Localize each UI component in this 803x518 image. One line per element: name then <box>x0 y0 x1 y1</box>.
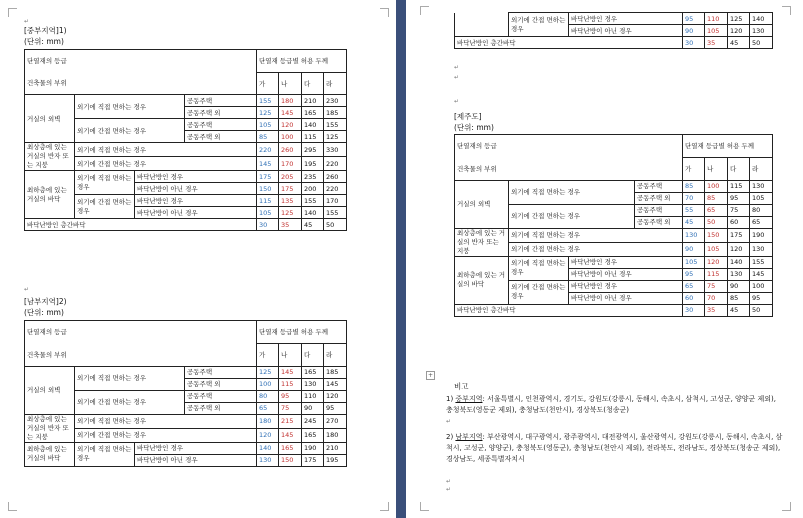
value-cell: 130 <box>683 228 705 242</box>
floor-heating-cell: 바닥난방인 경우 <box>569 13 683 25</box>
lowest-floor-cell: 최하층에 있는 거실의 바닥 <box>455 256 509 304</box>
floor-heating-cell: 바닥난방인 경우 <box>135 442 257 454</box>
value-cell: 120 <box>705 256 728 268</box>
value-cell: 45 <box>683 216 705 228</box>
value-cell: 260 <box>324 171 347 183</box>
value-cell: 110 <box>302 390 324 402</box>
paragraph-mark: ↵ <box>454 74 460 81</box>
value-cell: 140 <box>302 119 324 131</box>
apartment-cell: 공동주택 <box>635 180 683 192</box>
direct-exposed-cell: 외기에 직접 면하는 경우 <box>75 442 135 466</box>
region-heading-jeju[interactable]: [제주도] <box>454 112 482 121</box>
value-cell: 175 <box>728 228 750 242</box>
value-cell: 155 <box>324 119 347 131</box>
crop-mark <box>8 8 17 17</box>
paragraph-mark: ↵ <box>454 64 460 71</box>
value-cell: 145 <box>279 428 302 442</box>
thickness-label-cell: 단열재 등급별 허용 두께 <box>257 321 347 344</box>
unit-label[interactable]: (단위: mm) <box>24 37 64 46</box>
value-cell: 55 <box>683 204 705 216</box>
thickness-label-cell: 단열재 등급별 허용 두께 <box>257 50 347 73</box>
grade-ga: 가 <box>683 158 705 181</box>
indirect-exposed-cell: 외기에 간접 면하는 경우 <box>75 195 135 219</box>
top-floor-roof-cell: 최상층에 있는 거실의 반자 또는 지붕 <box>25 414 75 442</box>
value-cell: 150 <box>257 183 279 195</box>
value-cell: 80 <box>750 204 773 216</box>
value-cell: 175 <box>279 183 302 195</box>
value-cell: 95 <box>728 192 750 204</box>
value-cell: 120 <box>728 242 750 256</box>
value-cell: 125 <box>279 207 302 219</box>
inter-floor-cell: 바닥난방인 층간바닥 <box>25 219 257 231</box>
lowest-floor-cell: 최하층에 있는 거실의 바닥 <box>25 171 75 219</box>
notes-heading[interactable]: 비고 <box>454 382 469 391</box>
value-cell: 125 <box>257 107 279 119</box>
grade-label-cell: 단열재의 등급 <box>25 50 257 73</box>
value-cell: 65 <box>750 216 773 228</box>
value-cell: 75 <box>705 280 728 292</box>
no-floor-heating-cell: 바닥난방이 아닌 경우 <box>135 207 257 219</box>
value-cell: 130 <box>257 454 279 466</box>
value-cell: 90 <box>728 280 750 292</box>
value-cell: 125 <box>728 13 750 25</box>
value-cell: 120 <box>257 428 279 442</box>
grade-da: 다 <box>302 73 324 95</box>
value-cell: 35 <box>705 37 728 49</box>
value-cell: 90 <box>683 242 705 256</box>
value-cell: 115 <box>279 378 302 390</box>
value-cell: 145 <box>279 366 302 378</box>
no-floor-heating-cell: 바닥난방이 아닌 경우 <box>135 183 257 195</box>
value-cell: 115 <box>728 180 750 192</box>
value-cell: 145 <box>750 268 773 280</box>
grade-ra: 라 <box>324 344 347 367</box>
value-cell: 150 <box>705 228 728 242</box>
thickness-label-cell: 단열재 등급별 허용 두께 <box>683 135 773 158</box>
paragraph-mark: ↵ <box>24 286 30 293</box>
value-cell: 210 <box>302 95 324 107</box>
indirect-exposed-cell: 외기에 간접 면하는 경우 <box>75 157 257 171</box>
value-cell: 100 <box>750 280 773 292</box>
direct-exposed-cell: 외기에 직접 면하는 경우 <box>75 414 257 428</box>
value-cell: 145 <box>257 157 279 171</box>
value-cell: 65 <box>705 204 728 216</box>
floor-heating-cell: 바닥난방인 경우 <box>569 256 683 268</box>
value-cell: 140 <box>302 207 324 219</box>
direct-exposed-cell: 외기에 직접 면하는 경우 <box>509 256 569 280</box>
crop-mark <box>8 502 17 511</box>
value-cell: 185 <box>324 366 347 378</box>
value-cell: 115 <box>302 131 324 143</box>
crop-mark <box>782 502 791 511</box>
document-page-right <box>406 0 803 518</box>
jeju-region-table[interactable] <box>454 134 773 317</box>
paragraph-mark: ↵ <box>454 98 460 105</box>
crop-mark <box>380 502 389 511</box>
note-region-name: 중부지역 <box>455 395 483 403</box>
value-cell: 95 <box>279 390 302 402</box>
value-cell: 60 <box>683 292 705 304</box>
part-label-cell: 건축물의 부위 <box>455 158 683 181</box>
value-cell: 165 <box>302 428 324 442</box>
value-cell: 175 <box>302 454 324 466</box>
value-cell: 180 <box>257 414 279 428</box>
grade-ra: 라 <box>750 158 773 181</box>
value-cell: 165 <box>302 107 324 119</box>
indirect-exposed-cell: 외기에 간접 면하는 경우 <box>509 13 569 37</box>
value-cell: 200 <box>302 183 324 195</box>
no-floor-heating-cell: 바닥난방이 아닌 경우 <box>569 292 683 304</box>
value-cell: 220 <box>324 183 347 195</box>
value-cell: 45 <box>302 219 324 231</box>
value-cell: 35 <box>705 304 728 316</box>
value-cell: 175 <box>257 171 279 183</box>
value-cell: 150 <box>279 454 302 466</box>
direct-exposed-cell: 외기에 직접 면하는 경우 <box>509 180 635 204</box>
lowest-floor-cell: 최하층에 있는 거실의 바닥 <box>25 442 75 466</box>
value-cell: 85 <box>683 180 705 192</box>
value-cell: 60 <box>728 216 750 228</box>
southern-region-table[interactable] <box>24 320 347 467</box>
note-southern-region[interactable] <box>446 432 784 465</box>
value-cell: 195 <box>324 454 347 466</box>
region-heading-southern[interactable]: [남부지역]2) <box>24 297 67 306</box>
value-cell: 185 <box>324 107 347 119</box>
indirect-exposed-cell: 외기에 간접 면하는 경우 <box>75 390 185 414</box>
direct-exposed-cell: 외기에 직접 면하는 경우 <box>509 228 683 242</box>
document-page-left <box>0 0 396 518</box>
value-cell: 50 <box>324 219 347 231</box>
value-cell: 155 <box>750 256 773 268</box>
grade-na: 나 <box>705 158 728 181</box>
value-cell: 140 <box>728 256 750 268</box>
table-move-handle-icon[interactable]: + <box>427 372 434 379</box>
value-cell: 105 <box>257 119 279 131</box>
value-cell: 270 <box>324 414 347 428</box>
direct-exposed-cell: 외기에 직접 면하는 경우 <box>75 95 185 119</box>
continued-blank-cell <box>455 13 509 37</box>
value-cell: 210 <box>324 442 347 454</box>
crop-mark <box>420 502 429 511</box>
value-cell: 50 <box>750 37 773 49</box>
value-cell: 30 <box>683 304 705 316</box>
grade-na: 나 <box>279 344 302 367</box>
inter-floor-cell: 바닥난방인 층간바닥 <box>455 304 683 316</box>
apartment-cell: 공동주택 <box>185 390 257 402</box>
value-cell: 245 <box>302 414 324 428</box>
apartment-cell: 공동주택 <box>185 119 257 131</box>
value-cell: 50 <box>750 304 773 316</box>
value-cell: 115 <box>257 195 279 207</box>
apartment-cell: 공동주택 <box>185 366 257 378</box>
value-cell: 100 <box>279 131 302 143</box>
value-cell: 145 <box>279 107 302 119</box>
grade-na: 나 <box>279 73 302 95</box>
note-region-name: 남부지역 <box>455 433 483 441</box>
value-cell: 105 <box>683 256 705 268</box>
paragraph-mark: ↵ <box>24 18 30 25</box>
value-cell: 75 <box>279 402 302 414</box>
value-cell: 30 <box>257 219 279 231</box>
value-cell: 140 <box>257 442 279 454</box>
value-cell: 130 <box>728 268 750 280</box>
value-cell: 70 <box>683 192 705 204</box>
value-cell: 105 <box>750 192 773 204</box>
indirect-exposed-cell: 외기에 간접 면하는 경우 <box>509 280 569 304</box>
part-label-cell: 건축물의 부위 <box>25 344 257 367</box>
value-cell: 130 <box>302 378 324 390</box>
value-cell: 100 <box>705 180 728 192</box>
non-apartment-cell: 공동주택 외 <box>635 216 683 228</box>
inter-floor-cell: 바닥난방인 층간바닥 <box>455 37 683 49</box>
southern-region-table-continued[interactable] <box>454 12 773 49</box>
value-cell: 120 <box>728 25 750 37</box>
exterior-wall-cell: 거실의 외벽 <box>25 366 75 414</box>
value-cell: 155 <box>302 195 324 207</box>
exterior-wall-cell: 거실의 외벽 <box>455 180 509 228</box>
value-cell: 260 <box>279 143 302 157</box>
note-central-region[interactable] <box>446 394 784 416</box>
value-cell: 130 <box>750 180 773 192</box>
grade-ra: 라 <box>324 73 347 95</box>
value-cell: 95 <box>683 13 705 25</box>
value-cell: 145 <box>324 378 347 390</box>
indirect-exposed-cell: 외기에 간접 면하는 경우 <box>75 428 257 442</box>
indirect-exposed-cell: 외기에 간접 면하는 경우 <box>509 242 683 256</box>
no-floor-heating-cell: 바닥난방이 아닌 경우 <box>569 268 683 280</box>
note-text: : 서울특별시, 인천광역시, 경기도, 강원도(강릉시, 동해시, 속초시, 삼척시, 고성군, 양양군 제외), 충청북도(영동군 제외), 충청남도(천안시), 경상북도(청송군) <box>446 395 777 414</box>
indirect-exposed-cell: 외기에 간접 면하는 경우 <box>509 204 635 228</box>
value-cell: 65 <box>257 402 279 414</box>
value-cell: 50 <box>705 216 728 228</box>
paragraph-mark: ↵ <box>446 486 452 493</box>
indirect-exposed-cell: 외기에 간접 면하는 경우 <box>75 119 185 143</box>
value-cell: 30 <box>683 37 705 49</box>
grade-ga: 가 <box>257 344 279 367</box>
value-cell: 140 <box>750 13 773 25</box>
floor-heating-cell: 바닥난방인 경우 <box>135 171 257 183</box>
page-gap <box>396 0 406 518</box>
note-number: 2) <box>446 433 454 441</box>
value-cell: 130 <box>750 242 773 256</box>
value-cell: 205 <box>279 171 302 183</box>
top-floor-roof-cell: 최상층에 있는 거실의 반자 또는 지붕 <box>25 143 75 171</box>
value-cell: 85 <box>705 192 728 204</box>
value-cell: 190 <box>750 228 773 242</box>
value-cell: 180 <box>324 428 347 442</box>
value-cell: 135 <box>279 195 302 207</box>
central-region-table[interactable] <box>24 49 347 231</box>
direct-exposed-cell: 외기에 직접 면하는 경우 <box>75 366 185 390</box>
value-cell: 105 <box>257 207 279 219</box>
value-cell: 85 <box>257 131 279 143</box>
value-cell: 230 <box>324 95 347 107</box>
value-cell: 105 <box>705 25 728 37</box>
note-number: 1) <box>446 395 454 403</box>
value-cell: 130 <box>750 25 773 37</box>
value-cell: 90 <box>683 25 705 37</box>
value-cell: 45 <box>728 304 750 316</box>
floor-heating-cell: 바닥난방인 경우 <box>569 280 683 292</box>
value-cell: 155 <box>257 95 279 107</box>
value-cell: 80 <box>257 390 279 402</box>
top-floor-roof-cell: 최상층에 있는 거실의 반자 또는 지붕 <box>455 228 509 256</box>
grade-da: 다 <box>728 158 750 181</box>
value-cell: 220 <box>324 157 347 171</box>
value-cell: 195 <box>302 157 324 171</box>
value-cell: 170 <box>279 157 302 171</box>
grade-ga: 가 <box>257 73 279 95</box>
value-cell: 65 <box>683 280 705 292</box>
grade-label-cell: 단열재의 등급 <box>25 321 257 344</box>
value-cell: 295 <box>302 143 324 157</box>
no-floor-heating-cell: 바닥난방이 아닌 경우 <box>135 454 257 466</box>
grade-da: 다 <box>302 344 324 367</box>
value-cell: 100 <box>257 378 279 390</box>
value-cell: 95 <box>324 402 347 414</box>
value-cell: 165 <box>279 442 302 454</box>
unit-label[interactable]: (단위: mm) <box>24 308 64 317</box>
direct-exposed-cell: 외기에 직접 면하는 경우 <box>75 171 135 195</box>
value-cell: 120 <box>279 119 302 131</box>
non-apartment-cell: 공동주택 외 <box>185 402 257 414</box>
unit-label[interactable]: (단위: mm) <box>454 123 494 132</box>
non-apartment-cell: 공동주택 외 <box>635 192 683 204</box>
value-cell: 45 <box>728 37 750 49</box>
value-cell: 125 <box>257 366 279 378</box>
value-cell: 110 <box>705 13 728 25</box>
value-cell: 220 <box>257 143 279 157</box>
paragraph-mark: ↵ <box>446 478 452 485</box>
note-text: : 부산광역시, 대구광역시, 광주광역시, 대전광역시, 울산광역시, 강원도(강릉시, 동해시, 속초시, 삼척시, 고성군, 양양군), 충청북도(영동군), 충청남도(천안시 제외), 전라북도, 전라남도, 경상북도(청송군 제외), 경상남도, 세종특별자치시 <box>446 433 783 463</box>
value-cell: 330 <box>324 143 347 157</box>
value-cell: 115 <box>705 268 728 280</box>
exterior-wall-cell: 거실의 외벽 <box>25 95 75 143</box>
value-cell: 170 <box>324 195 347 207</box>
value-cell: 180 <box>279 95 302 107</box>
direct-exposed-cell: 외기에 직접 면하는 경우 <box>75 143 257 157</box>
value-cell: 105 <box>705 242 728 256</box>
crop-mark <box>380 8 389 17</box>
value-cell: 70 <box>705 292 728 304</box>
crop-mark <box>420 6 429 15</box>
value-cell: 90 <box>302 402 324 414</box>
floor-heating-cell: 바닥난방인 경우 <box>135 195 257 207</box>
value-cell: 120 <box>324 390 347 402</box>
non-apartment-cell: 공동주택 외 <box>185 107 257 119</box>
value-cell: 155 <box>324 207 347 219</box>
non-apartment-cell: 공동주택 외 <box>185 378 257 390</box>
value-cell: 165 <box>302 366 324 378</box>
value-cell: 95 <box>750 292 773 304</box>
value-cell: 235 <box>302 171 324 183</box>
value-cell: 95 <box>683 268 705 280</box>
part-label-cell: 건축물의 부위 <box>25 73 257 95</box>
non-apartment-cell: 공동주택 외 <box>185 131 257 143</box>
grade-label-cell: 단열재의 등급 <box>455 135 683 158</box>
apartment-cell: 공동주택 <box>635 204 683 216</box>
value-cell: 35 <box>279 219 302 231</box>
no-floor-heating-cell: 바닥난방이 아닌 경우 <box>569 25 683 37</box>
value-cell: 85 <box>728 292 750 304</box>
value-cell: 190 <box>302 442 324 454</box>
crop-mark <box>782 6 791 15</box>
value-cell: 215 <box>279 414 302 428</box>
value-cell: 125 <box>324 131 347 143</box>
apartment-cell: 공동주택 <box>185 95 257 107</box>
paragraph-mark: ↵ <box>446 418 452 425</box>
region-heading-central[interactable]: [중부지역]1) <box>24 26 67 35</box>
value-cell: 75 <box>728 204 750 216</box>
